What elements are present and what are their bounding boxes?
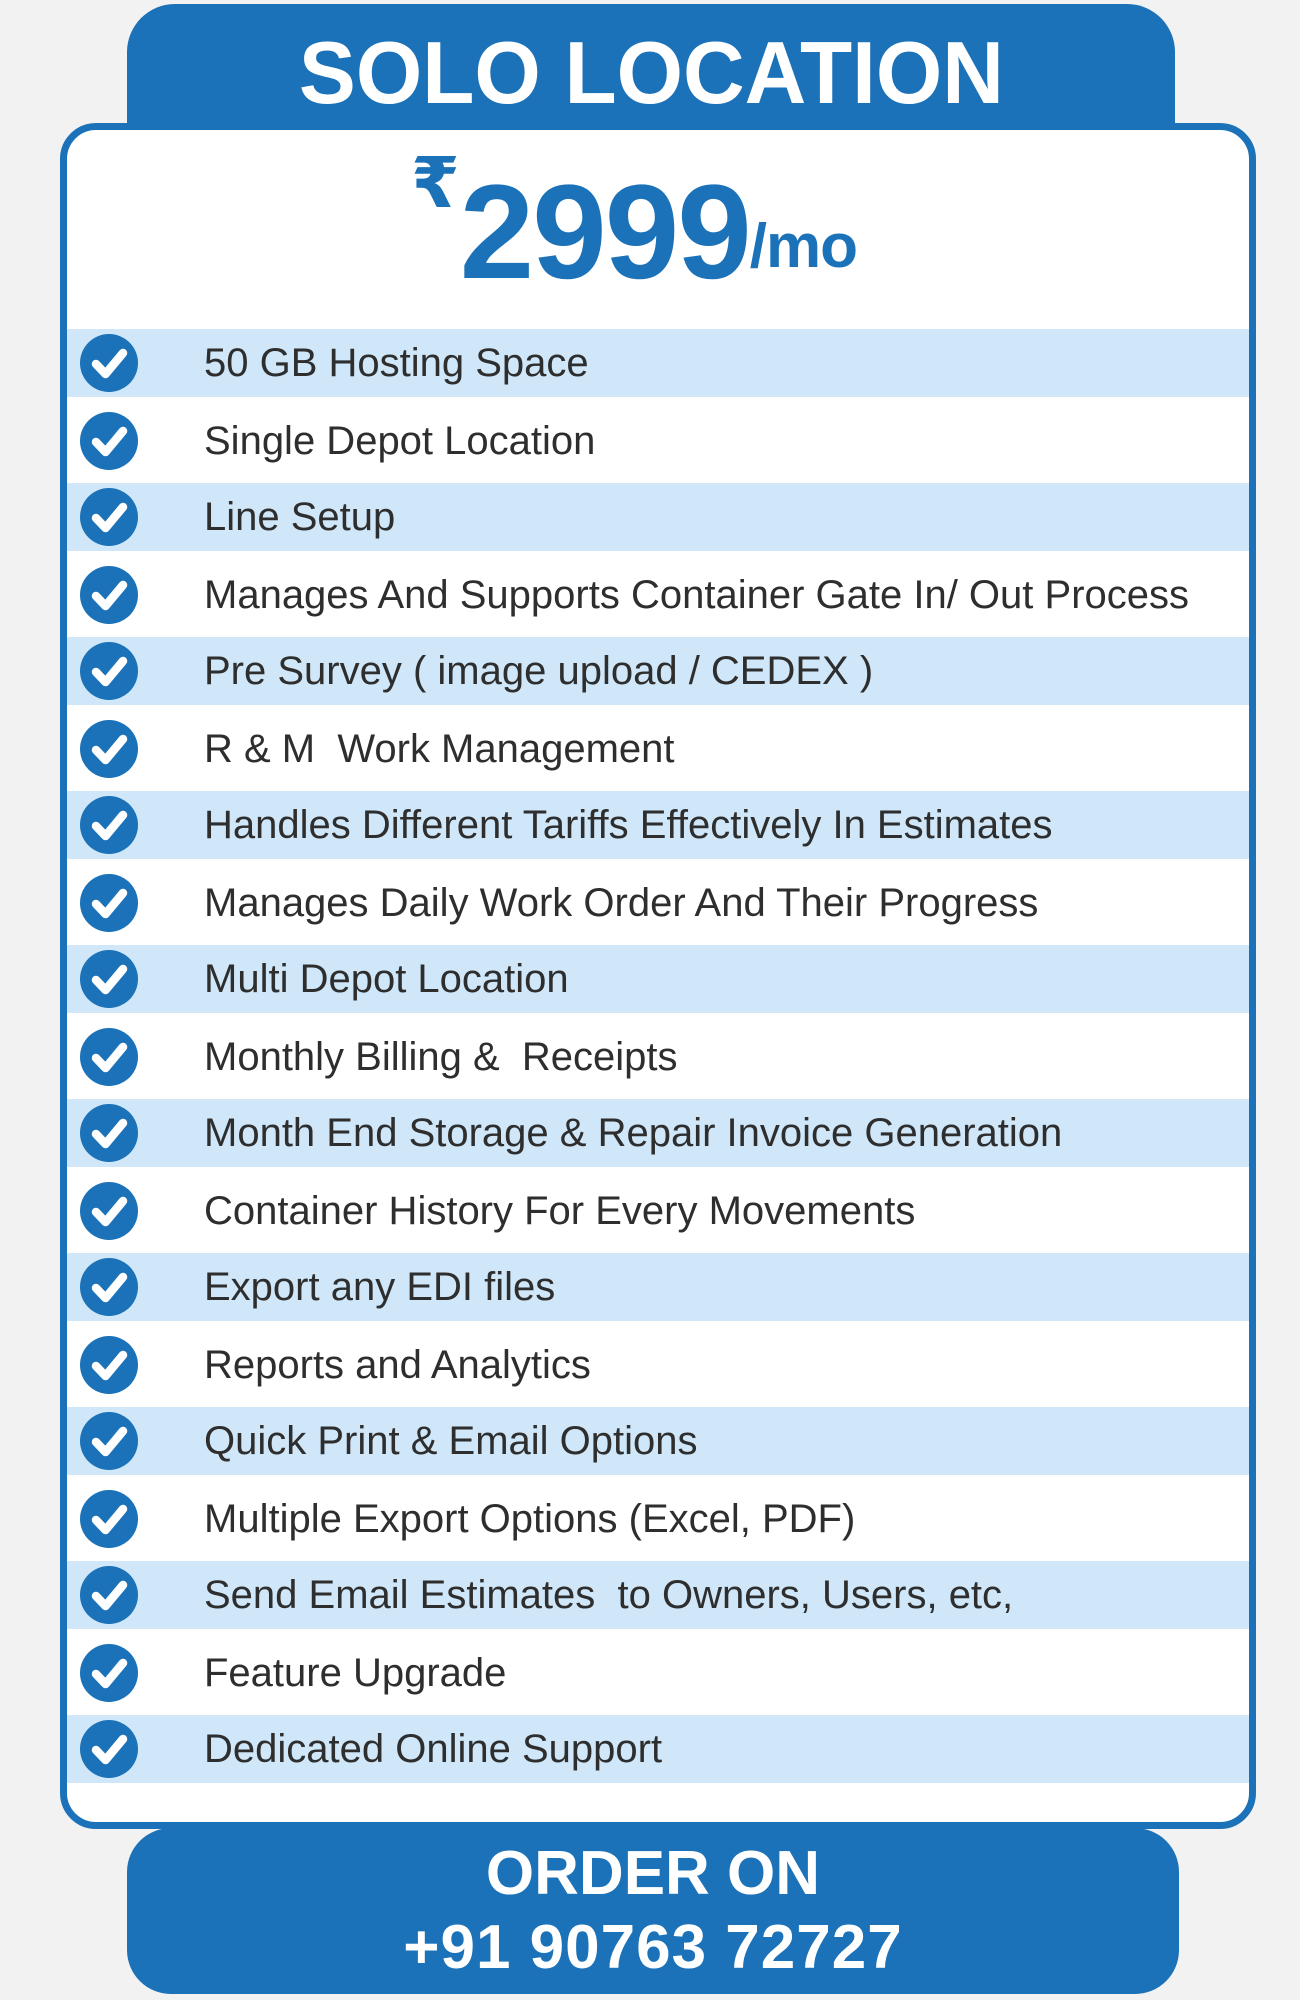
price-amount: 2999 <box>459 158 750 307</box>
feature-label: Dedicated Online Support <box>204 1727 663 1771</box>
feature-row <box>67 864 1249 941</box>
check-icon <box>80 1566 138 1624</box>
feature-label: Single Depot Location <box>204 418 596 463</box>
feature-label: Line Setup <box>204 495 396 539</box>
feature-label: Multiple Export Options (Excel, PDF) <box>204 1496 856 1541</box>
feature-row <box>67 1095 1249 1172</box>
rupee-icon: ₹ <box>410 144 460 222</box>
feature-row <box>67 710 1249 787</box>
feature-label: Month End Storage & Repair Invoice Generation <box>204 1111 1063 1155</box>
feature-label: Send Email Estimates to Owners, Users, etc, <box>204 1573 1014 1617</box>
check-icon <box>80 1104 138 1162</box>
order-cta[interactable] <box>127 1828 1179 1994</box>
check-icon <box>80 950 138 1008</box>
check-icon <box>80 1720 138 1778</box>
check-icon <box>80 566 138 624</box>
plan-title: SOLO LOCATION <box>298 23 1004 122</box>
feature-label: Reports and Analytics <box>204 1342 591 1387</box>
feature-row <box>67 1249 1249 1326</box>
check-icon <box>80 488 138 546</box>
feature-label: Container History For Every Movements <box>204 1188 916 1233</box>
price-block <box>60 130 1225 318</box>
feature-row <box>67 1634 1249 1711</box>
check-icon <box>80 796 138 854</box>
feature-row <box>67 941 1249 1018</box>
feature-row <box>67 479 1249 556</box>
feature-row <box>67 556 1249 633</box>
feature-row <box>67 1711 1249 1788</box>
plan-card <box>60 123 1256 1829</box>
feature-row <box>67 1326 1249 1403</box>
feature-label: Handles Different Tariffs Effectively In Estimates <box>204 803 1053 847</box>
feature-label: R & M Work Management <box>204 726 675 771</box>
feature-row <box>67 1018 1249 1095</box>
feature-row <box>67 633 1249 710</box>
feature-label: Quick Print & Email Options <box>204 1419 698 1463</box>
check-icon <box>80 720 138 778</box>
feature-label: Export any EDI files <box>204 1265 556 1309</box>
feature-list <box>67 325 1249 1788</box>
feature-label: Multi Depot Location <box>204 957 569 1001</box>
feature-row <box>67 1403 1249 1480</box>
feature-row <box>67 1480 1249 1557</box>
feature-label: Feature Upgrade <box>204 1650 507 1695</box>
order-phone-number[interactable]: +91 90763 72727 <box>403 1913 903 1982</box>
check-icon <box>80 1490 138 1548</box>
feature-row <box>67 1557 1249 1634</box>
check-icon <box>80 1644 138 1702</box>
feature-row <box>67 1172 1249 1249</box>
feature-row <box>67 402 1249 479</box>
check-icon <box>80 412 138 470</box>
feature-label: Manages And Supports Container Gate In/ Out Process <box>204 572 1189 617</box>
check-icon <box>80 874 138 932</box>
check-icon <box>80 1412 138 1470</box>
price-period: /mo <box>749 212 858 281</box>
feature-row <box>67 325 1249 402</box>
feature-row <box>67 787 1249 864</box>
check-icon <box>80 1182 138 1240</box>
feature-label: Manages Daily Work Order And Their Progress <box>204 880 1039 925</box>
check-icon <box>80 1258 138 1316</box>
feature-label: 50 GB Hosting Space <box>204 341 589 385</box>
order-on-label: ORDER ON <box>485 1839 821 1908</box>
check-icon <box>80 642 138 700</box>
feature-label: Pre Survey ( image upload / CEDEX ) <box>204 649 874 693</box>
check-icon <box>80 1028 138 1086</box>
feature-label: Monthly Billing & Receipts <box>204 1034 678 1079</box>
check-icon <box>80 1336 138 1394</box>
check-icon <box>80 334 138 392</box>
